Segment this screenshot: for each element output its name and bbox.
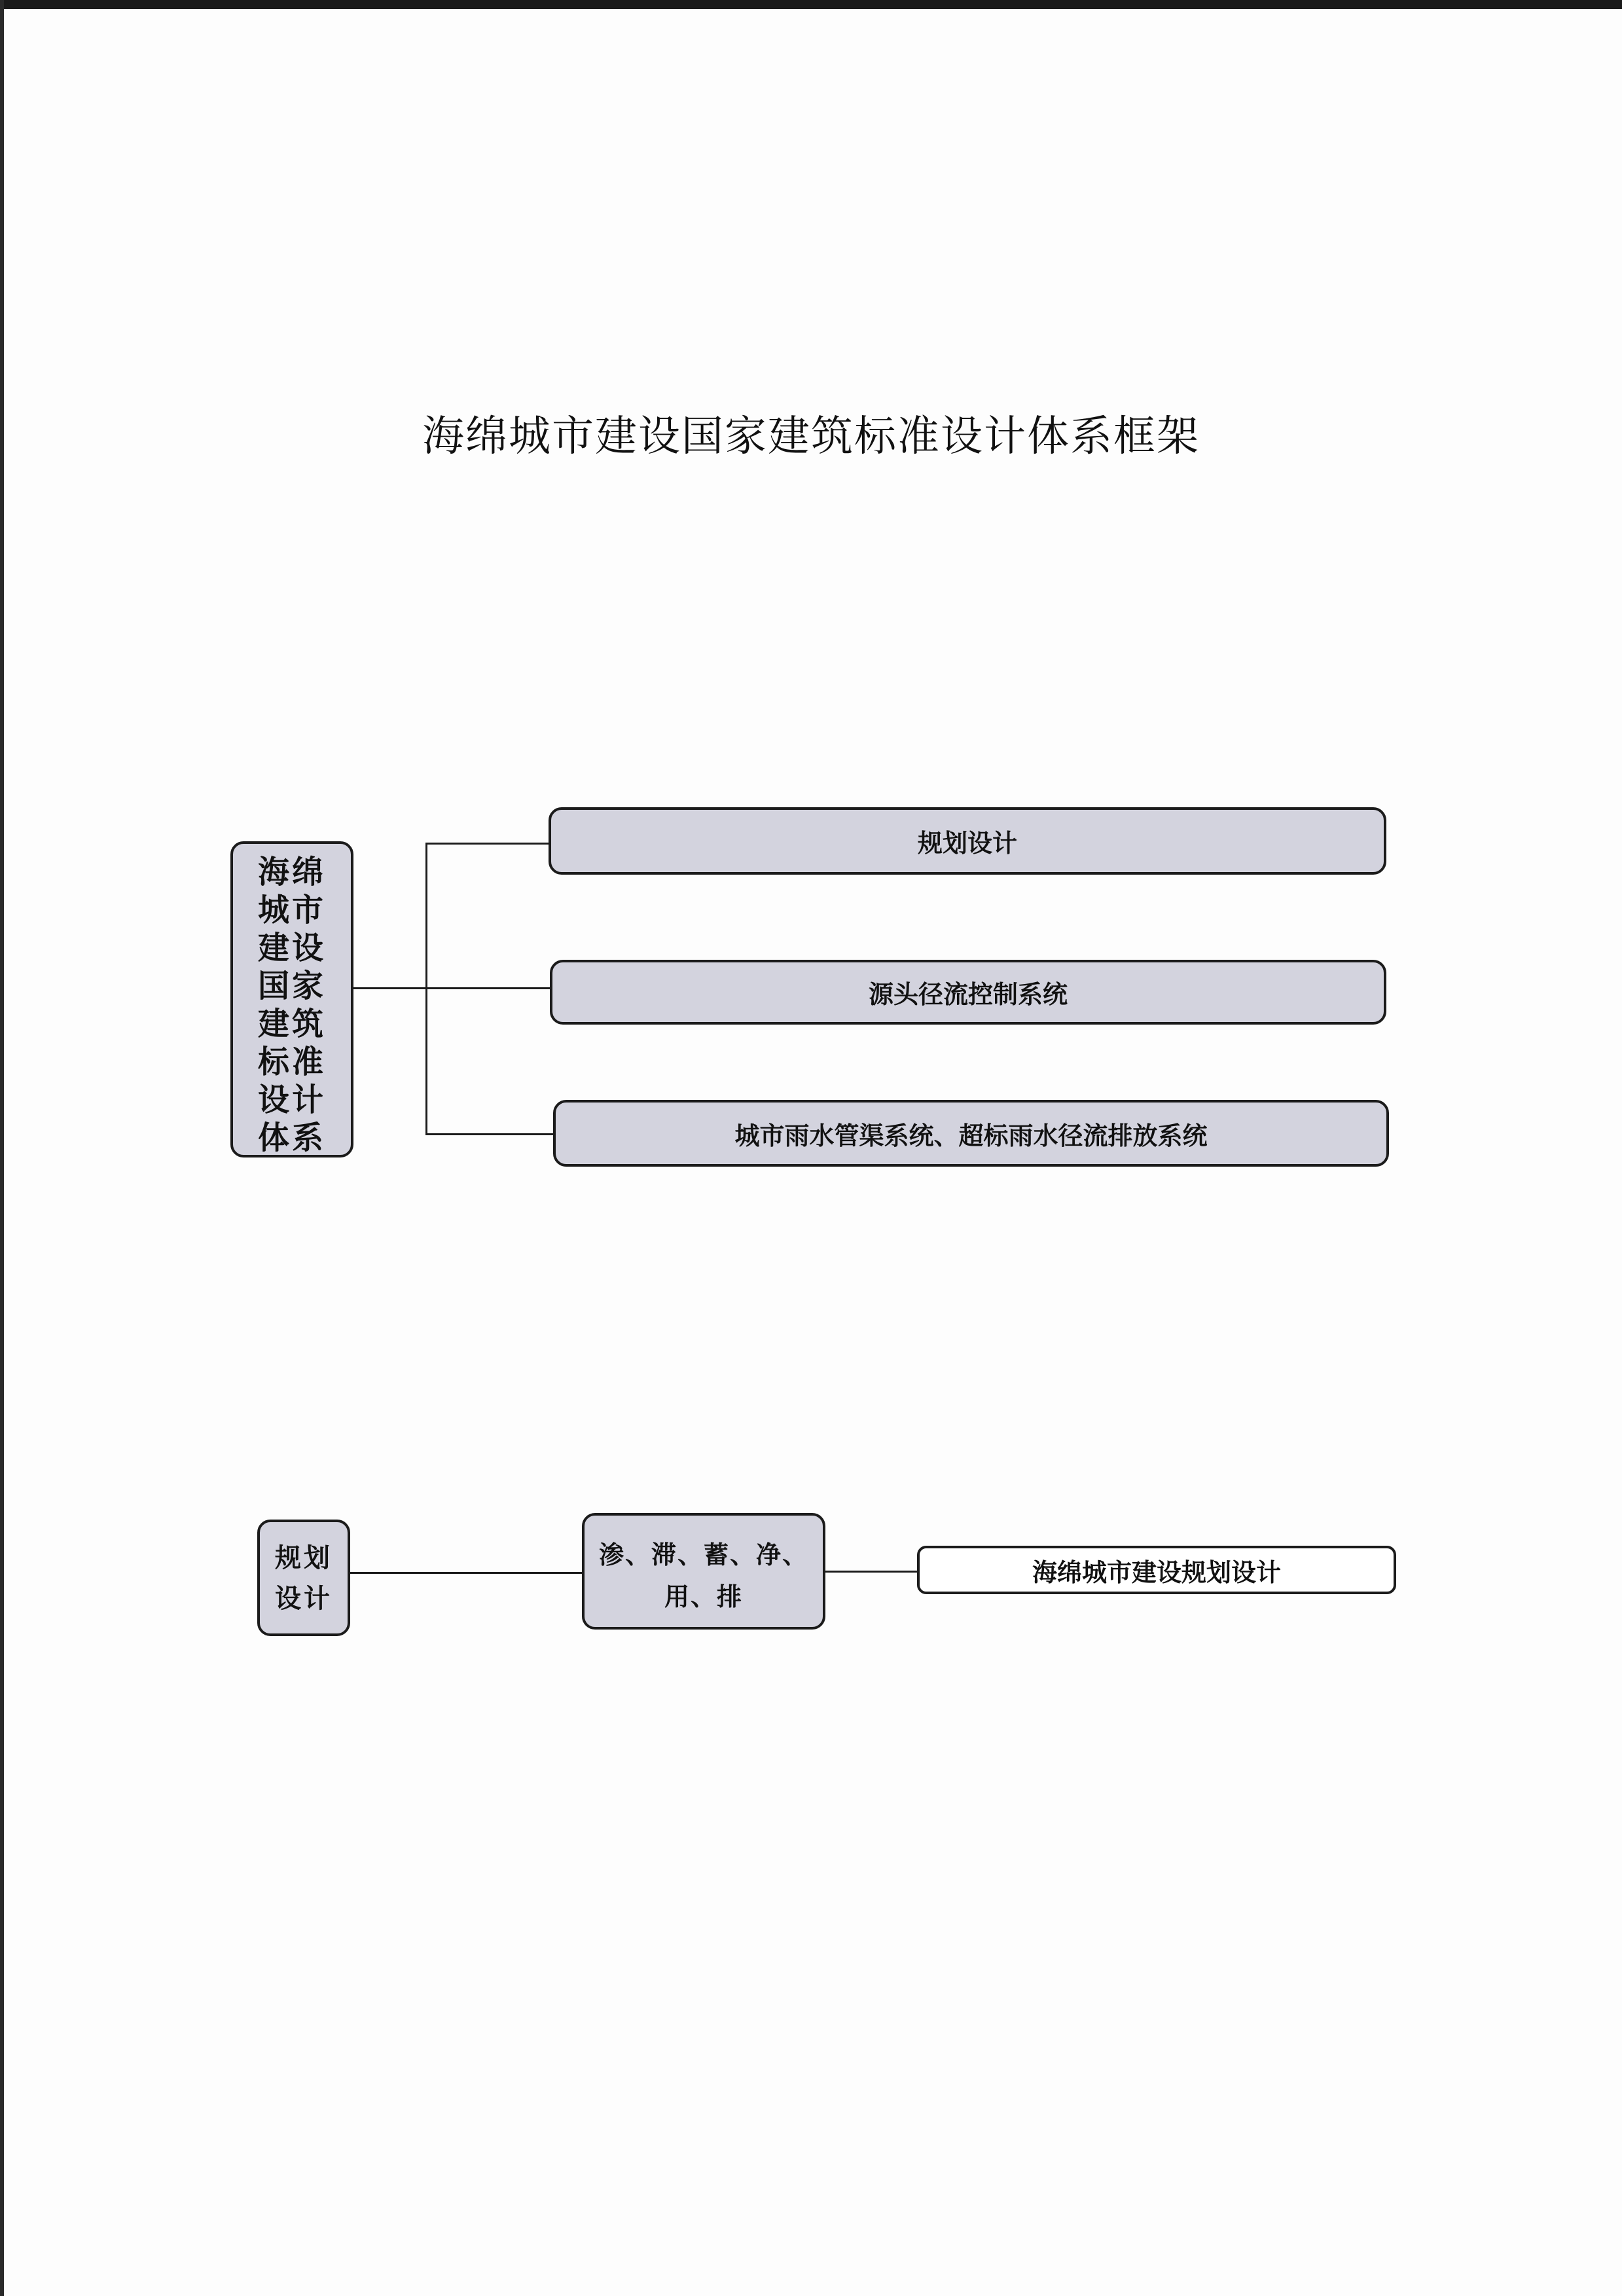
connector [825,1571,918,1573]
scan-edge-top [0,0,1622,9]
root-line: 建筑 [257,1006,326,1042]
planning-root-box [257,1520,350,1636]
root-line: 建设 [257,930,326,966]
planning-root-line: 规划 [275,1543,333,1573]
connector [350,1572,583,1574]
planning-middle-line: 用、排 [664,1582,743,1611]
root-line: 海绵 [257,854,326,890]
page-title: 海绵城市建设国家建筑标准设计体系框架 [422,412,1200,461]
root-line: 城市 [257,892,326,928]
planning-middle-line: 渗、滞、蓄、净、 [598,1540,808,1569]
framework-root-box [230,841,353,1157]
root-line: 设计 [257,1082,326,1118]
child-label: 规划设计 [917,829,1017,858]
connector [353,987,427,989]
scan-edge-left [0,0,4,2296]
framework-child-box [553,1100,1389,1167]
connector [425,843,550,845]
planning-middle-box [582,1513,825,1630]
child-label: 城市雨水管渠系统、超标雨水径流排放系统 [734,1121,1208,1150]
child-label: 源头径流控制系统 [868,980,1068,1009]
planning-target-label: 海绵城市建设规划设计 [1032,1558,1281,1587]
root-line: 标准 [257,1044,326,1080]
framework-child-box [550,960,1386,1025]
root-line: 国家 [257,968,326,1004]
root-line: 体系 [257,1120,326,1156]
connector [425,1133,554,1135]
connector [425,987,551,989]
planning-target-box [917,1546,1396,1594]
planning-root-line: 设计 [275,1584,333,1614]
framework-child-box [549,807,1386,875]
